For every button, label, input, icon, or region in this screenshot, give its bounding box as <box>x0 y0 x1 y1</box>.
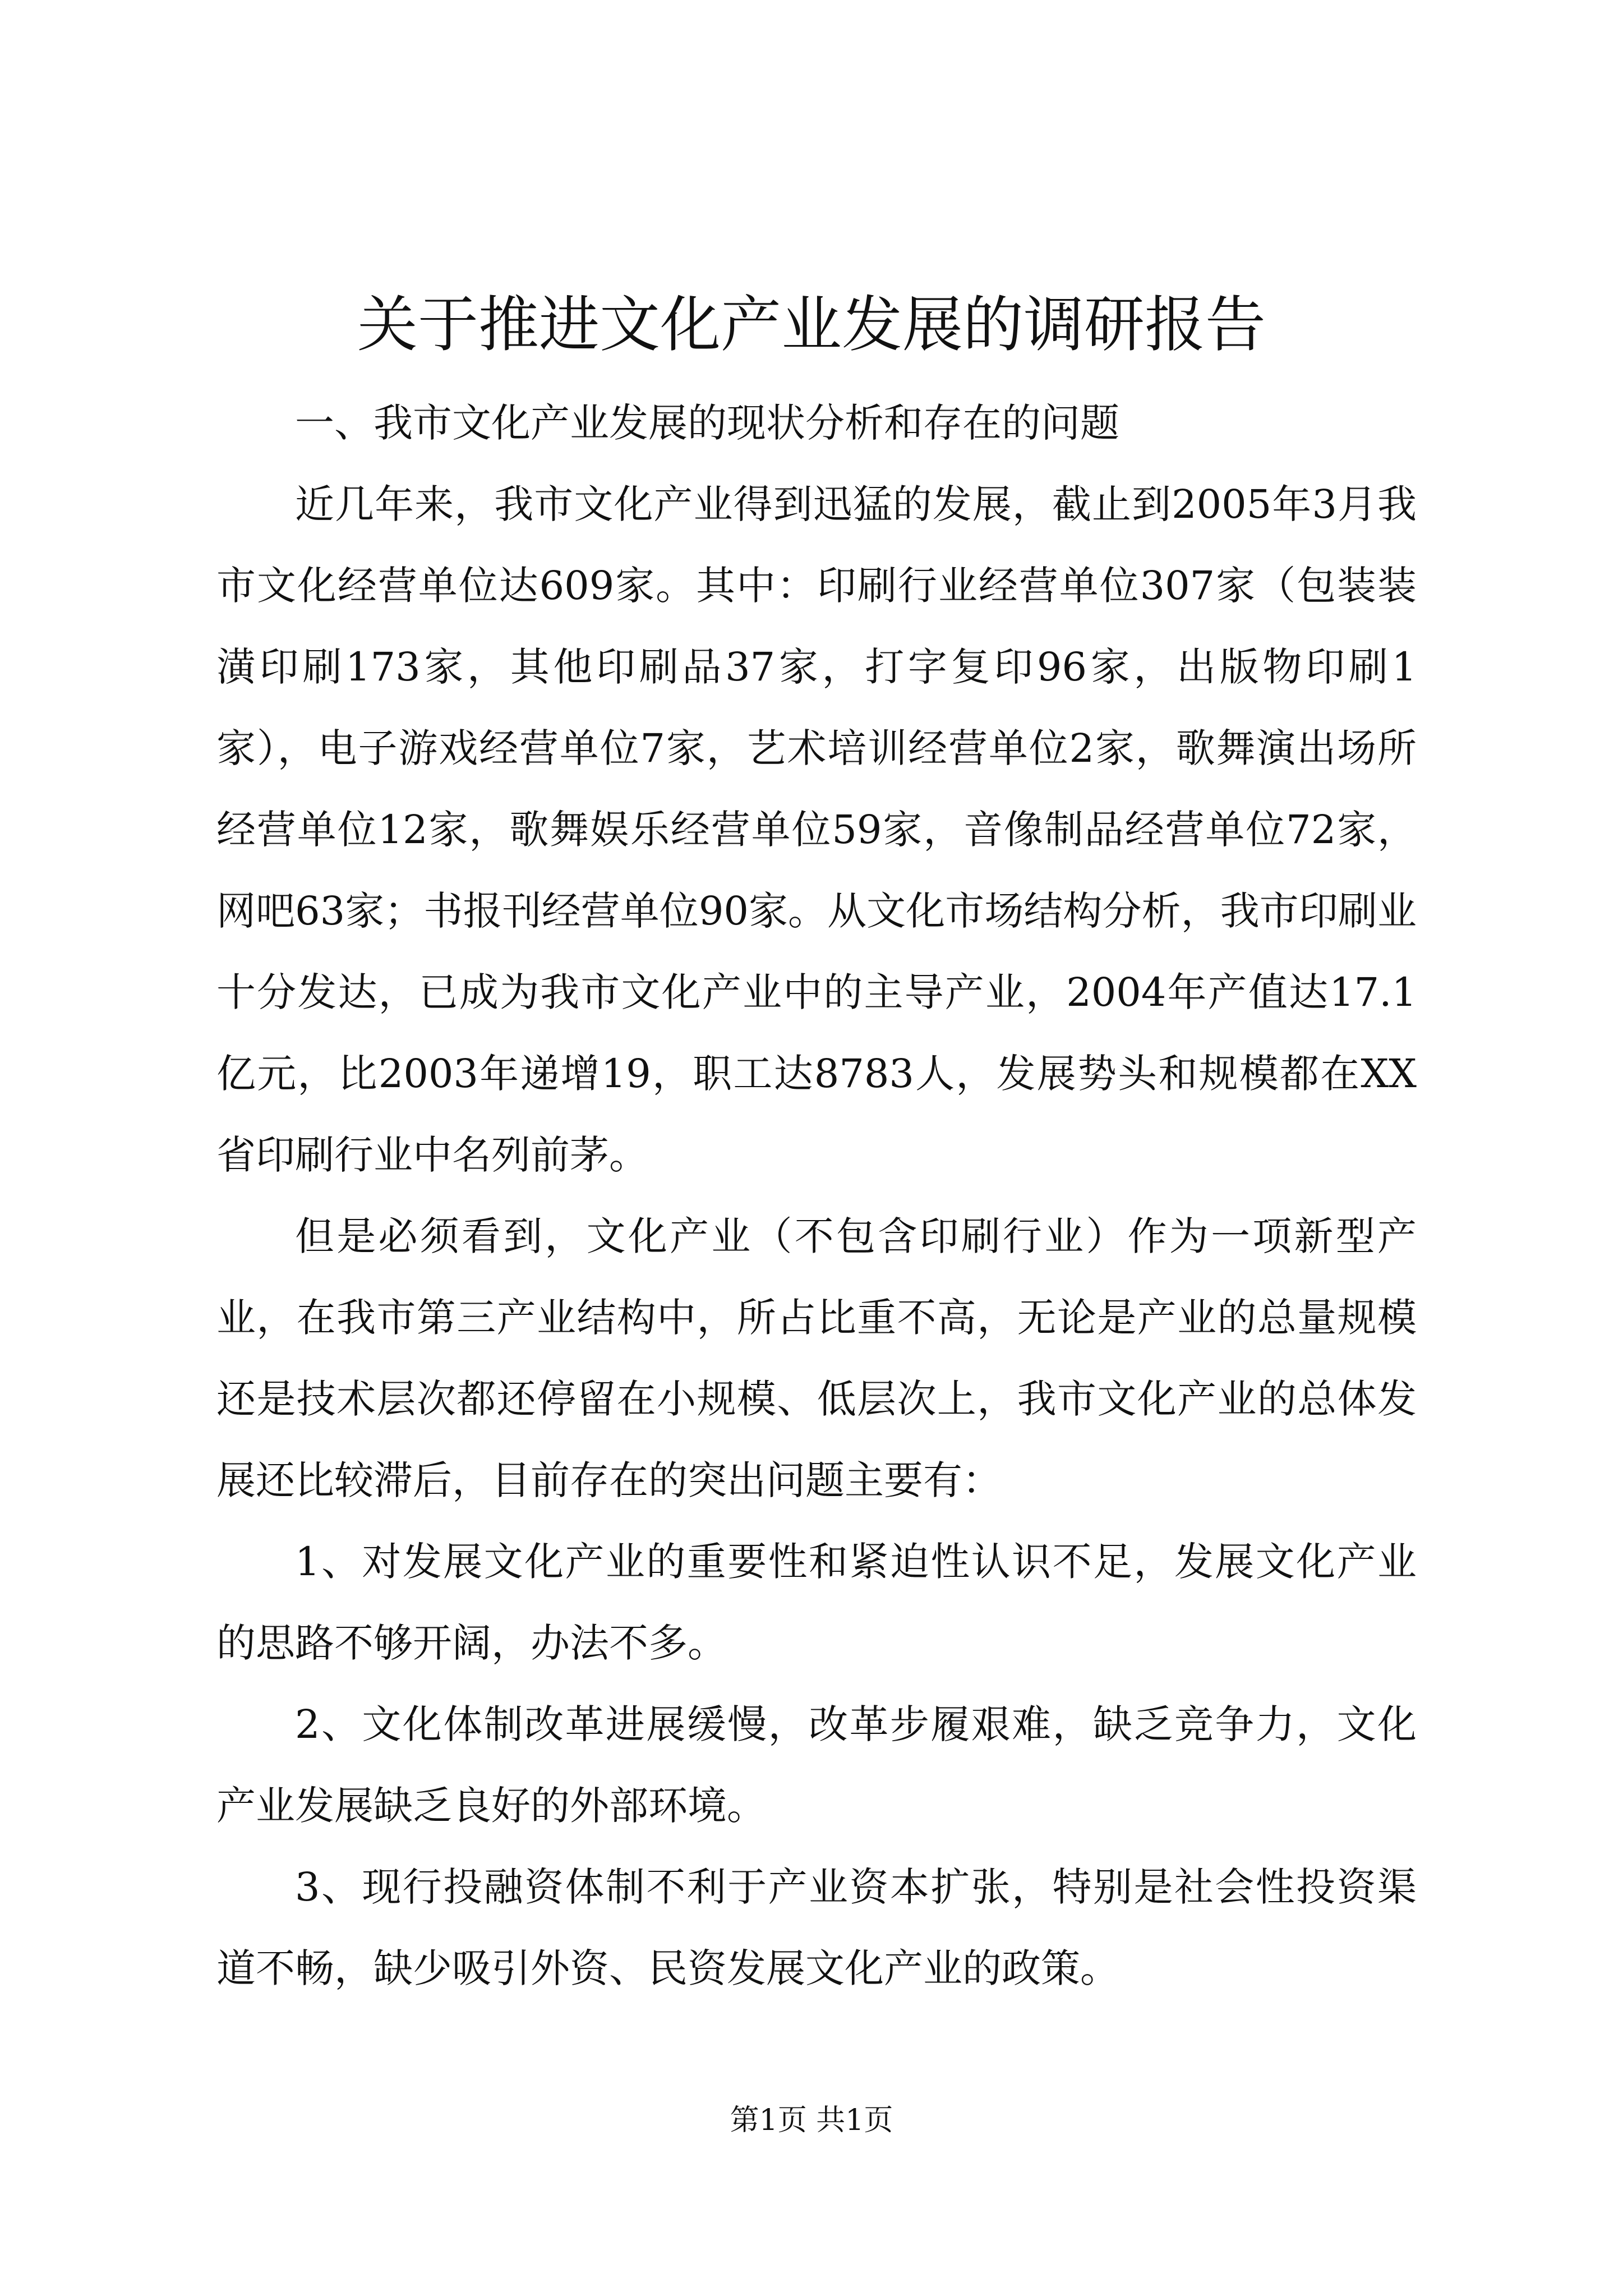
section-heading: 一、我市文化产业发展的现状分析和存在的问题 <box>295 400 1119 446</box>
problem-item-1: 1、对发展文化产业的重要性和紧迫性认识不足，发展文化产业的思路不够开阔，办法不多。 <box>216 1539 1417 1666</box>
page-footer: 第1页 共1页 <box>730 2104 893 2137</box>
document-body <box>216 383 1417 2009</box>
paragraph-status: 近几年来，我市文化产业得到迅猛的发展，截止到2005年3月我市文化经营单位达609家。其中：印刷行业经营单位307家（包装装潢印刷173家，其他印刷品37家，打字复印96家，出版物印刷1家），电子游戏经营单位7家，艺术培训经营单位2家，歌舞演出场所经营单位12家，歌舞娱乐经营单位59家，音像制品经营单位72家，网吧63家；书报刊经营单位90家。从文化市场结构分析，我市印刷业十分发达，已成为我市文化产业中的主导产业，2004年产值达17.1亿元，比2003年递增19，职工达8783人，发展势头和规模都在XX省印刷行业中名列前茅。 <box>216 481 1417 1178</box>
problem-item-3: 3、现行投融资体制不利于产业资本扩张，特别是社会性投资渠道不畅，缺少吸引外资、民资发展文化产业的政策。 <box>216 1864 1417 1991</box>
problem-item-2: 2、文化体制改革进展缓慢，改革步履艰难，缺乏竞争力，文化产业发展缺乏良好的外部环境。 <box>216 1701 1417 1829</box>
paragraph-problems-intro: 但是必须看到，文化产业（不包含印刷行业）作为一项新型产业，在我市第三产业结构中，所占比重不高，无论是产业的总量规模还是技术层次都还停留在小规模、低层次上，我市文化产业的总体发展还比较滞后，目前存在的突出问题主要有： <box>216 1213 1417 1503</box>
document-title: 关于推进文化产业发展的调研报告 <box>357 290 1266 360</box>
